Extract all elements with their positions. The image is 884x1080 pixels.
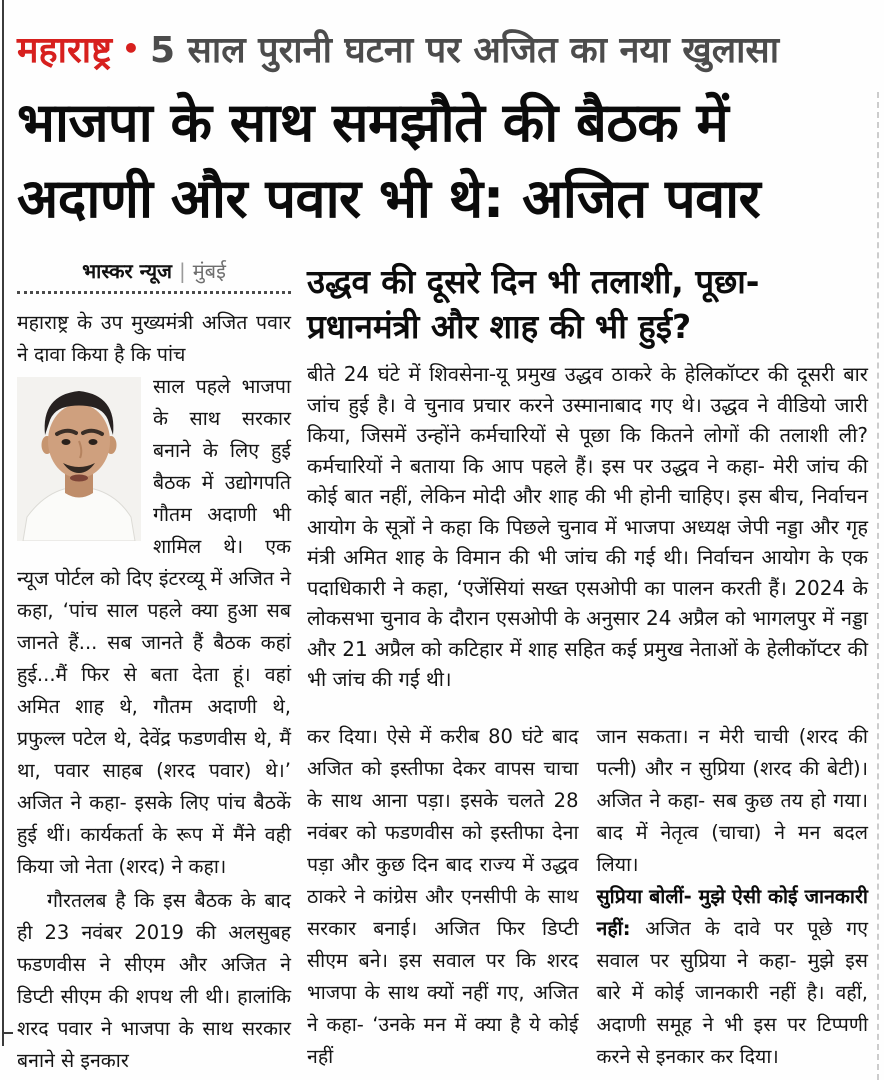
- paragraph-2-text: गौरतलब है कि इस बैठक के बाद ही 23 नवंबर 2019 की अलसुबह फडणवीस ने सीएम और अजित ने डिप्टी सीएम की शपथ ली थी। हालांकि शरद पवार ने भाजपा के साथ सरकार बनाने से इनकार: [17, 889, 291, 1072]
- kicker-section-label: महाराष्ट्र: [17, 30, 113, 71]
- sub-headline-line1: उद्धव की दूसरे दिन भी तलाशी, पूछा-: [307, 262, 760, 301]
- article-paragraph-2: [17, 885, 291, 1077]
- byline-agency: भास्कर न्यूज: [82, 259, 172, 283]
- right-column-dashed-rule: [877, 92, 879, 1080]
- continuation-right-paragraph-2: [597, 881, 869, 1073]
- byline-city: मुंबई: [192, 259, 226, 283]
- dotted-rule: [17, 291, 291, 294]
- paragraph-intro-text: महाराष्ट्र के उप मुख्यमंत्री अजित पवार ने दावा किया है कि पांच: [17, 311, 291, 366]
- continuation-middle-column: [307, 721, 579, 1073]
- byline: [17, 257, 291, 291]
- main-headline-line1: भाजपा के साथ समझौते की बैठक में: [17, 91, 729, 154]
- main-headline-line2: अदाणी और पवार भी थे: अजित पवार: [17, 167, 761, 230]
- sub-article-body-text: बीते 24 घंटे में शिवसेना-यू प्रमुख उद्धव ठाकरे के हेलिकॉप्टर की दूसरी बार जांच हुई है। वे चुनाव प्रचार करने उस्मानाबाद गए थे। उद्धव ने वीडियो जारी किया, जिसमें उन्होंने कर्मचारियों से पूछा कि कितने लोगों की तलाशी ली? कर्मचारियों ने बताया कि आप पहले हैं। इस पर उद्धव ने कहा- मेरी जांच की कोई बात नहीं, लेकिन मोदी और शाह की भी होनी चाहिए। इस बीच, निर्वाचन आयोग के सूत्रों ने कहा कि पिछले चुनाव में भाजपा अध्यक्ष जेपी नड्डा और गृह मंत्री अमित शाह के विमान की भी जांच की गई थी। निर्वाचन आयोग के एक पदाधिकारी ने कहा, ‘एजेंसियां सख्त एसओपी का पालन करती हैं। 2024 के लोकसभा चुनाव के दौरान एसओपी के अनुसार 24 अप्रैल को भागलपुर में नड्डा और 21 अप्रैल को कटिहार में शाह सहित कई प्रमुख नेताओं के हेलीकॉप्टर की भी जांच की गई थी।: [307, 362, 868, 691]
- continuation-middle-paragraph: [307, 721, 579, 1073]
- kicker-strap: [17, 24, 868, 73]
- kicker-text: 5 साल पुरानी घटना पर अजित का नया खुलासा: [149, 30, 780, 71]
- article-columns: [17, 257, 868, 1077]
- left-column-rule-foot: [2, 1032, 13, 1034]
- supriya-bold-lead: सुप्रिया बोलीं- मुझे ऐसी कोई जानकारी नहीं:: [596, 884, 868, 940]
- paragraph-wrapped-text: साल पहले भाजपा के साथ सरकार बनाने के लिए हुई बैठक में उद्योगपति गौतम अदाणी भी शामिल थे। एक न्यूज पोर्टल को दिए इंटरव्यू में अजित ने कहा, ‘पांच साल पहले क्या हुआ सब जानते हैं... सब जानते हैं बैठक कहां हुई...मैं फिर से बता देता हूं। वहां अमित शाह थे, गौतम अदाणी थे, प्रफुल्ल पटेल थे, देवेंद्र फडणवीस थे, मैं था, पवार साहब (शरद पवार) थे।’ अजित ने कहा- इसके लिए पांच बैठकें हुई थीं। कार्यकर्ता के रूप में मैंने वही किया जो नेता (शरद) ने कहा।: [17, 375, 291, 878]
- sub-article-headline: [307, 259, 868, 349]
- byline-separator: |: [178, 259, 186, 283]
- article-paragraph-with-photo: [17, 371, 291, 883]
- article-paragraph-intro: [17, 307, 291, 371]
- kicker-bullet-icon: •: [122, 32, 140, 65]
- supriya-statement-text: अजित के दावे पर पूछे गए सवाल पर सुप्रिया ने कहा- मुझे इस बारे में कोई जानकारी नहीं है। वहीं, अदाणी समूह ने भी इस पर टिप्पणी करने से इनकार कर दिया।: [596, 916, 868, 1068]
- left-column-rule: [2, 0, 4, 1046]
- continuation-right-paragraph-1: [597, 721, 869, 881]
- sub-headline-line2: प्रधानमंत्री और शाह की भी हुई?: [307, 307, 692, 346]
- main-headline: [17, 85, 868, 237]
- right-area: [307, 257, 868, 1077]
- left-column: [17, 257, 291, 1077]
- continuation-right-text: जान सकता। न मेरी चाची (शरद की पत्नी) और न सुप्रिया (शरद की बेटी)। अजित ने कहा- सब कुछ तय हो गया। बाद में नेतृत्व (चाचा) ने मन बदल लिया।: [596, 724, 868, 876]
- page-content: [17, 0, 868, 1077]
- continuation-right-column: [597, 721, 869, 1073]
- continuation-columns: [307, 721, 868, 1073]
- sub-article-body: [307, 359, 868, 695]
- continuation-middle-text: कर दिया। ऐसे में करीब 80 घंटे बाद अजित को इस्तीफा देकर वापस चाचा के साथ आना पड़ा। इसके चलते 28 नवंबर को फडणवीस को इस्तीफा देना पड़ा और कुछ दिन बाद राज्य में उद्धव ठाकरे ने कांग्रेस और एनसीपी के साथ सरकार बनाई। अजित फिर डिप्टी सीएम बने। इस सवाल पर कि शरद भाजपा के साथ क्यों नहीं गए, अजित ने कहा- ‘उनके मन में क्या है ये कोई नहीं: [307, 724, 579, 1068]
- ajit-pawar-photo: [17, 377, 141, 541]
